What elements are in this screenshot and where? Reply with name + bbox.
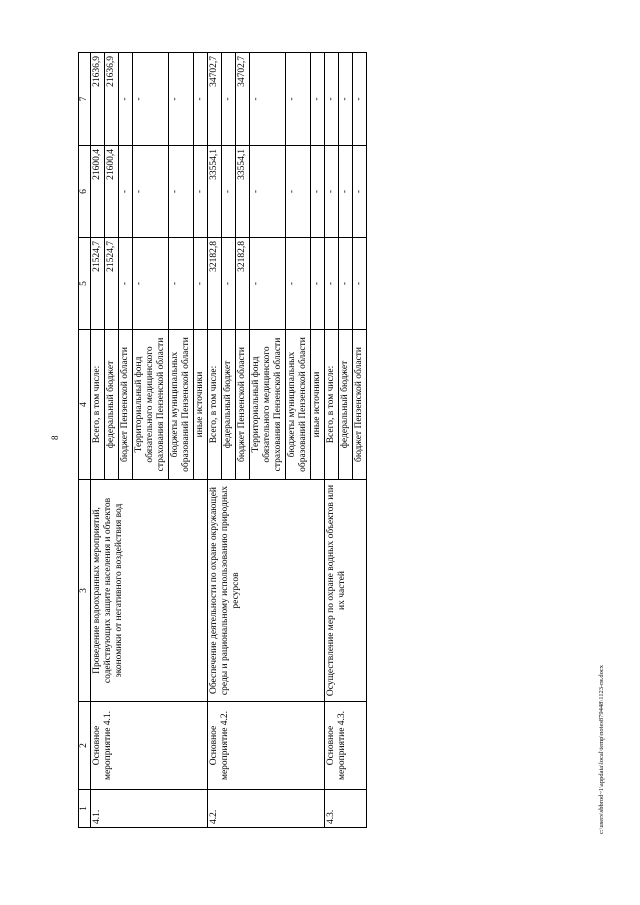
item-description: Осуществление мер по охране водных объектов или их частей (325, 480, 367, 702)
header-row (79, 53, 91, 828)
table-row (325, 53, 339, 828)
value-col6: - (169, 146, 194, 238)
value-col6: - (133, 146, 169, 238)
funding-source: бюджет Пензенской области (236, 330, 250, 480)
value-col5: - (353, 238, 367, 330)
header-cell: 1 (79, 790, 91, 828)
value-col6: - (339, 146, 353, 238)
value-col5: 21524,7 (105, 238, 119, 330)
rotated-table-container (78, 53, 617, 828)
header-cell: 7 (79, 53, 91, 146)
value-col5: - (194, 238, 208, 330)
value-col7: 21636,9 (105, 53, 119, 146)
value-col6: 21600,4 (91, 146, 105, 238)
item-name: Основное мероприятие 4.1. (91, 702, 208, 790)
value-col6: 21600,4 (105, 146, 119, 238)
value-col5: - (325, 238, 339, 330)
value-col7: - (250, 53, 286, 146)
value-col5: - (250, 238, 286, 330)
funding-source: иные источники (194, 330, 208, 480)
funding-source: бюджеты муниципальных образований Пензенской области (169, 330, 194, 480)
value-col6: - (353, 146, 367, 238)
value-col6: - (325, 146, 339, 238)
funding-source: бюджет Пензенской области (353, 330, 367, 480)
item-number: 4.1. (91, 790, 208, 828)
header-cell: 4 (79, 330, 91, 480)
value-col7: - (222, 53, 236, 146)
value-col7: - (353, 53, 367, 146)
funding-source: бюджеты муниципальных образований Пензенской области (286, 330, 311, 480)
header-cell: 2 (79, 702, 91, 790)
funding-source: федеральный бюджет (105, 330, 119, 480)
value-col7: 21636,9 (91, 53, 105, 146)
header-cell: 5 (79, 238, 91, 330)
value-col7: - (133, 53, 169, 146)
header-cell: 6 (79, 146, 91, 238)
value-col6: - (222, 146, 236, 238)
value-col7: - (119, 53, 133, 146)
value-col5: - (133, 238, 169, 330)
funding-source: Всего, в том числе: (91, 330, 105, 480)
value-col5: 21524,7 (91, 238, 105, 330)
value-col7: - (325, 53, 339, 146)
item-name: Основное мероприятие 4.3. (325, 702, 367, 790)
value-col7: 34702,7 (208, 53, 222, 146)
page-number: 8 (50, 435, 60, 440)
value-col5: - (339, 238, 353, 330)
value-col7: - (169, 53, 194, 146)
funding-source: Территориальный фонд обязательного медицинского страхования Пензенской области (250, 330, 286, 480)
value-col7: - (194, 53, 208, 146)
value-col6: - (194, 146, 208, 238)
item-number: 4.2. (208, 790, 325, 828)
value-col7: - (339, 53, 353, 146)
value-col6: 33554,1 (208, 146, 222, 238)
item-number: 4.3. (325, 790, 367, 828)
funding-source: Территориальный фонд обязательного медицинского страхования Пензенской области (133, 330, 169, 480)
value-col5: 32182,8 (208, 238, 222, 330)
value-col6: 33554,1 (236, 146, 250, 238)
value-col5: - (119, 238, 133, 330)
funding-source: Всего, в том числе: (208, 330, 222, 480)
value-col7: - (286, 53, 311, 146)
funding-source: федеральный бюджет (339, 330, 353, 480)
funding-table (78, 52, 367, 828)
value-col5: - (286, 238, 311, 330)
value-col5: - (169, 238, 194, 330)
item-description: Обеспечение деятельности по охране окружающей среды и рациональному использованию природных ресурсов (208, 480, 325, 702)
value-col6: - (119, 146, 133, 238)
item-description: Проведение водоохранных мероприятий, содействующих защите населения и объектов экономики от негативного воздействия вод (91, 480, 208, 702)
item-name: Основное мероприятие 4.2. (208, 702, 325, 790)
value-col6: - (286, 146, 311, 238)
footer-file-path: c:\users\sbbrod~1\appdata\local\temp\notes879448\1123-rи.docx (598, 664, 605, 834)
value-col5: 32182,8 (236, 238, 250, 330)
value-col5: - (222, 238, 236, 330)
funding-source: Всего, в том числе: (325, 330, 339, 480)
value-col6: - (311, 146, 325, 238)
funding-source: бюджет Пензенской области (119, 330, 133, 480)
value-col6: - (250, 146, 286, 238)
table-row (208, 53, 222, 828)
value-col5: - (311, 238, 325, 330)
header-cell: 3 (79, 480, 91, 702)
value-col7: 34702,7 (236, 53, 250, 146)
table-row (91, 53, 105, 828)
funding-source: иные источники (311, 330, 325, 480)
funding-source: федеральный бюджет (222, 330, 236, 480)
value-col7: - (311, 53, 325, 146)
